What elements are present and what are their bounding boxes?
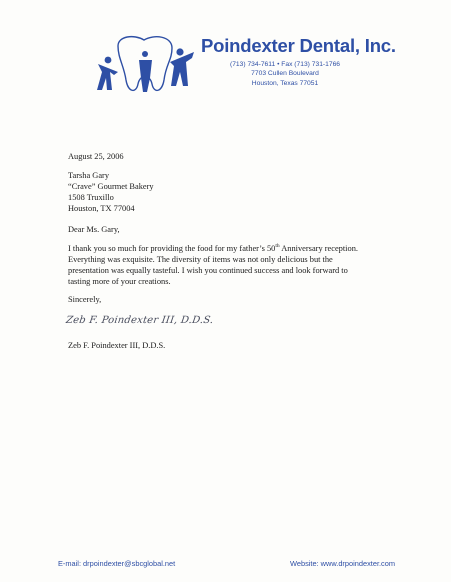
letterhead-contact [200, 60, 370, 88]
city-address: Houston, Texas 77051 [251, 79, 319, 87]
tooth-family-logo [96, 34, 196, 100]
salutation: Dear Ms. Gary, [68, 225, 120, 234]
recipient-name: Tarsha Gary [68, 171, 110, 180]
family-figures [97, 48, 194, 92]
closing: Sincerely, [68, 295, 102, 304]
body-line: tasting more of your creations. [68, 277, 171, 286]
handwritten-signature: Zeb F. Poindexter III, D.D.S. [65, 315, 215, 326]
footer-email: E-mail: drpoindexter@sbcglobal.net [58, 559, 176, 568]
body-line: Everything was exquisite. The diversity of items was not only delicious but the [68, 255, 333, 264]
recipient-company: “Crave” Gourmet Bakery [68, 182, 154, 191]
street-address: 7703 Cullen Boulevard [251, 70, 319, 78]
phone-fax-line: (713) 734-7611 • Fax (713) 731-1766 [229, 61, 341, 68]
footer-website: Website: www.drpoindexter.com [290, 559, 396, 568]
ordinal-superscript: th [275, 243, 280, 250]
recipient-street: 1508 Truxillo [68, 193, 114, 202]
letter-date: August 25, 2006 [68, 152, 124, 161]
body-text-part: Anniversary reception. [279, 244, 358, 253]
company-name: Poindexter Dental, Inc. [201, 35, 396, 56]
body-line: presentation was equally tasteful. I wish you continued success and look forward to [68, 266, 348, 275]
body-line [68, 243, 358, 254]
recipient-address [68, 170, 154, 214]
letter-body [68, 243, 358, 287]
recipient-city: Houston, TX 77004 [68, 204, 135, 213]
signer-name: Zeb F. Poindexter III, D.D.S. [68, 341, 166, 350]
body-text-part: I thank you so much for providing the food for my father’s 50 [68, 244, 276, 253]
